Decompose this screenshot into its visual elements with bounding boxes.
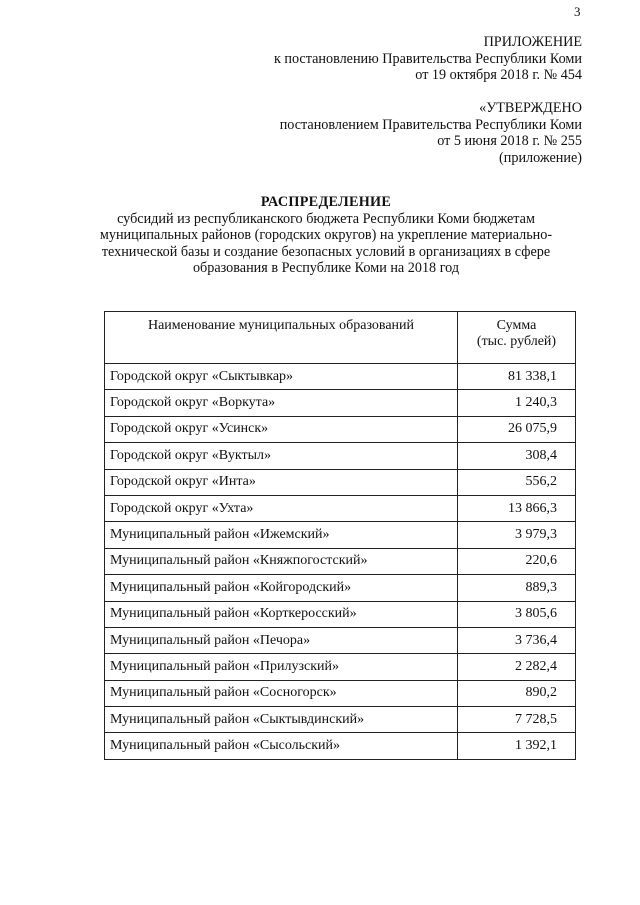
approved-resolution: постановлением Правительства Республики Коми (279, 116, 582, 133)
row-sum: 7 728,5 (458, 707, 576, 733)
document-title (76, 194, 576, 277)
appendix-title: ПРИЛОЖЕНИЕ (483, 34, 582, 50)
title-line: образования в Республике Коми на 2018 год (192, 260, 460, 276)
approved-date: от 5 июня 2018 г. № 255 (437, 133, 582, 149)
table-row (105, 733, 576, 759)
table-header-row (105, 312, 576, 364)
table-row (105, 601, 576, 627)
row-sum: 26 075,9 (458, 416, 576, 442)
table-row (105, 522, 576, 548)
title-line: субсидий из республиканского бюджета Республики Коми бюджетам (117, 210, 535, 227)
table-row (105, 707, 576, 733)
table-row (105, 680, 576, 706)
row-name: Муниципальный район «Сысольский» (105, 733, 458, 759)
table-row (105, 364, 576, 390)
table-row (105, 548, 576, 574)
approved-note: (приложение) (499, 149, 582, 166)
row-sum: 3 736,4 (458, 627, 576, 653)
appendix-block (274, 34, 582, 84)
row-name: Муниципальный район «Корткеросский» (105, 601, 458, 627)
row-sum: 556,2 (458, 469, 576, 495)
table-row (105, 495, 576, 521)
header-sum (458, 312, 576, 364)
row-sum: 13 866,3 (458, 495, 576, 521)
row-sum: 3 979,3 (458, 522, 576, 548)
approved-block (280, 100, 582, 166)
row-sum: 3 805,6 (458, 601, 576, 627)
row-name: Муниципальный район «Сосногорск» (105, 680, 458, 706)
row-sum: 2 282,4 (458, 654, 576, 680)
table-row (105, 390, 576, 416)
distribution-table (104, 311, 576, 760)
row-sum: 1 240,3 (458, 390, 576, 416)
row-name: Городской округ «Инта» (105, 469, 458, 495)
row-sum: 220,6 (458, 548, 576, 574)
header-sum-unit: (тыс. рублей) (476, 334, 557, 349)
approved-title: «УТВЕРЖДЕНО (479, 100, 582, 116)
table-row (105, 469, 576, 495)
row-name: Муниципальный район «Княжпогостский» (105, 548, 458, 574)
appendix-date: от 19 октября 2018 г. № 454 (415, 67, 582, 83)
row-sum: 889,3 (458, 575, 576, 601)
row-name: Городской округ «Сыктывкар» (105, 364, 458, 390)
row-sum: 890,2 (458, 680, 576, 706)
row-sum: 81 338,1 (458, 364, 576, 390)
row-sum: 308,4 (458, 443, 576, 469)
row-name: Городской округ «Ухта» (105, 495, 458, 521)
row-sum: 1 392,1 (458, 733, 576, 759)
page-number: 3 (574, 4, 581, 19)
table-row (105, 627, 576, 653)
row-name: Муниципальный район «Печора» (105, 627, 458, 653)
row-name: Муниципальный район «Сыктывдинский» (105, 707, 458, 733)
row-name: Муниципальный район «Прилузский» (105, 654, 458, 680)
title-heading: РАСПРЕДЕЛЕНИЕ (260, 194, 392, 210)
row-name: Городской округ «Усинск» (105, 416, 458, 442)
table-row (105, 443, 576, 469)
table-row (105, 654, 576, 680)
row-name: Муниципальный район «Койгородский» (105, 575, 458, 601)
table-row (105, 416, 576, 442)
appendix-resolution: к постановлению Правительства Республики Коми (273, 50, 582, 67)
title-line: технической базы и создание безопасных условий в организациях в сфере (101, 243, 551, 260)
header-name: Наименование муниципальных образований (105, 312, 458, 364)
header-sum-label: Сумма (496, 318, 537, 333)
row-name: Городской округ «Вуктыл» (105, 443, 458, 469)
table-row (105, 575, 576, 601)
row-name: Муниципальный район «Ижемский» (105, 522, 458, 548)
title-line: муниципальных районов (городских округов) на укрепление материально- (99, 227, 553, 243)
row-name: Городской округ «Воркута» (105, 390, 458, 416)
